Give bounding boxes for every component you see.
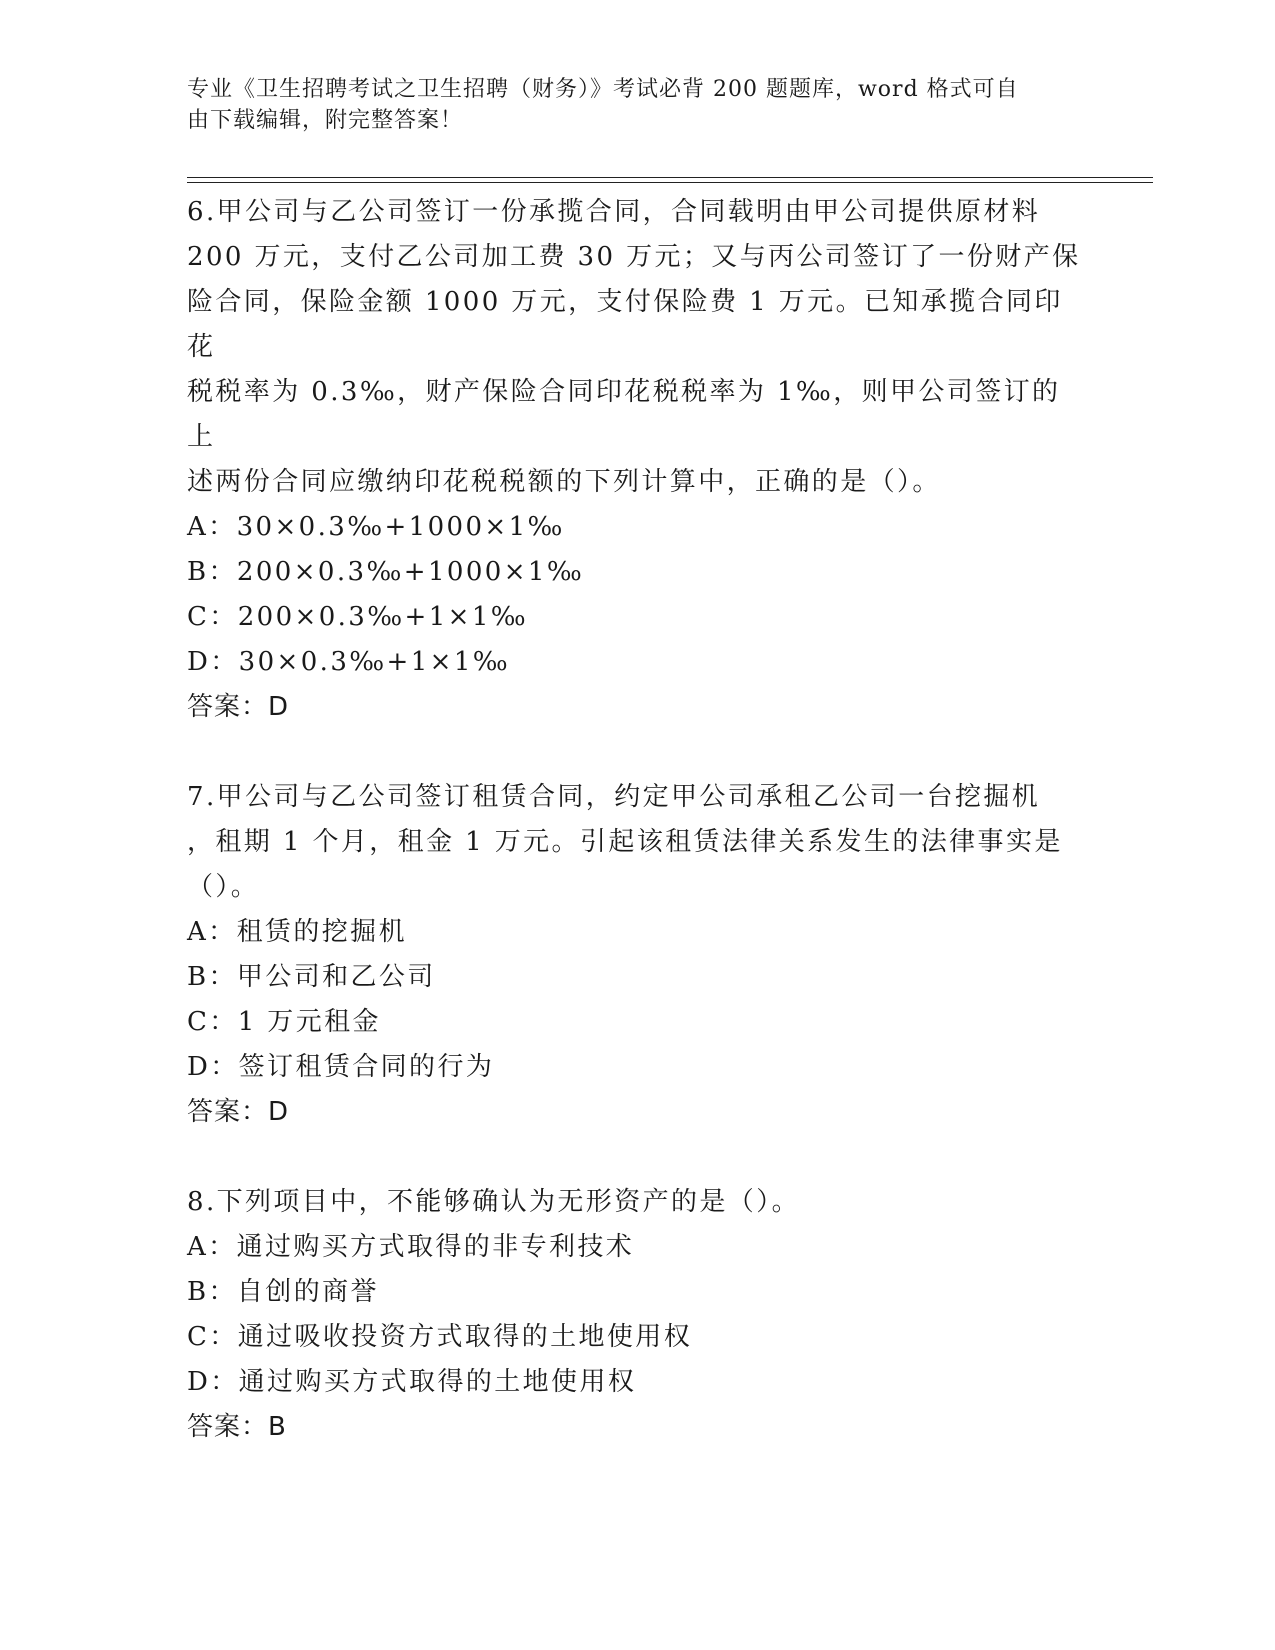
option-d: D：通过购买方式取得的土地使用权: [187, 1367, 637, 1397]
question-text-line: ，租期 1 个月，租金 1 万元。引起该租赁法律关系发生的法律事实是: [187, 827, 1063, 857]
header-line-2: 由下载编辑，附完整答案！: [187, 108, 464, 133]
header-line-1: 专业《卫生招聘考试之卫生招聘（财务）》考试必背 200 题题库，word 格式可自: [187, 77, 1019, 102]
option-d: D：签订租赁合同的行为: [187, 1052, 495, 1082]
question-text-line: 7.甲公司与乙公司签订租赁合同，约定甲公司承租乙公司一台挖掘机: [187, 782, 1041, 812]
question-6: [187, 190, 1087, 730]
option-c: C：通过吸收投资方式取得的土地使用权: [187, 1322, 693, 1352]
question-text-line: 税税率为 0.3‰，财产保险合同印花税税率为 1‰，则甲公司签订的上: [187, 377, 1061, 452]
question-list: [187, 190, 1087, 1495]
question-7: [187, 775, 1087, 1135]
question-text-line: 200 万元，支付乙公司加工费 30 万元；又与丙公司签订了一份财产保: [187, 242, 1081, 272]
header-double-rule: [187, 177, 1153, 183]
option-b: B：甲公司和乙公司: [187, 962, 436, 992]
answer-line: 答案：D: [187, 692, 290, 722]
answer-line: 答案：D: [187, 1097, 290, 1127]
document-header: [187, 74, 1077, 136]
question-text-line: 8.下列项目中，不能够确认为无形资产的是（）。: [187, 1187, 801, 1217]
option-b: B：200×0.3‰+1000×1‰: [187, 557, 585, 587]
question-text-line: 险合同，保险金额 1000 万元，支付保险费 1 万元。已知承揽合同印花: [187, 287, 1063, 362]
option-d: D：30×0.3‰+1×1‰: [187, 647, 511, 677]
option-c: C：1 万元租金: [187, 1007, 381, 1037]
question-text-line: 6.甲公司与乙公司签订一份承揽合同，合同载明由甲公司提供原材料: [187, 197, 1041, 227]
option-b: B：自创的商誉: [187, 1277, 379, 1307]
option-c: C：200×0.3‰+1×1‰: [187, 602, 529, 632]
question-text-line: 述两份合同应缴纳印花税税额的下列计算中，正确的是（）。: [187, 467, 941, 497]
option-a: A：租赁的挖掘机: [187, 917, 407, 947]
option-a: A：30×0.3‰+1000×1‰: [187, 512, 565, 542]
option-a: A：通过购买方式取得的非专利技术: [187, 1232, 635, 1262]
question-8: [187, 1180, 1087, 1450]
question-text-line: （）。: [187, 872, 260, 902]
answer-line: 答案：B: [187, 1412, 287, 1442]
